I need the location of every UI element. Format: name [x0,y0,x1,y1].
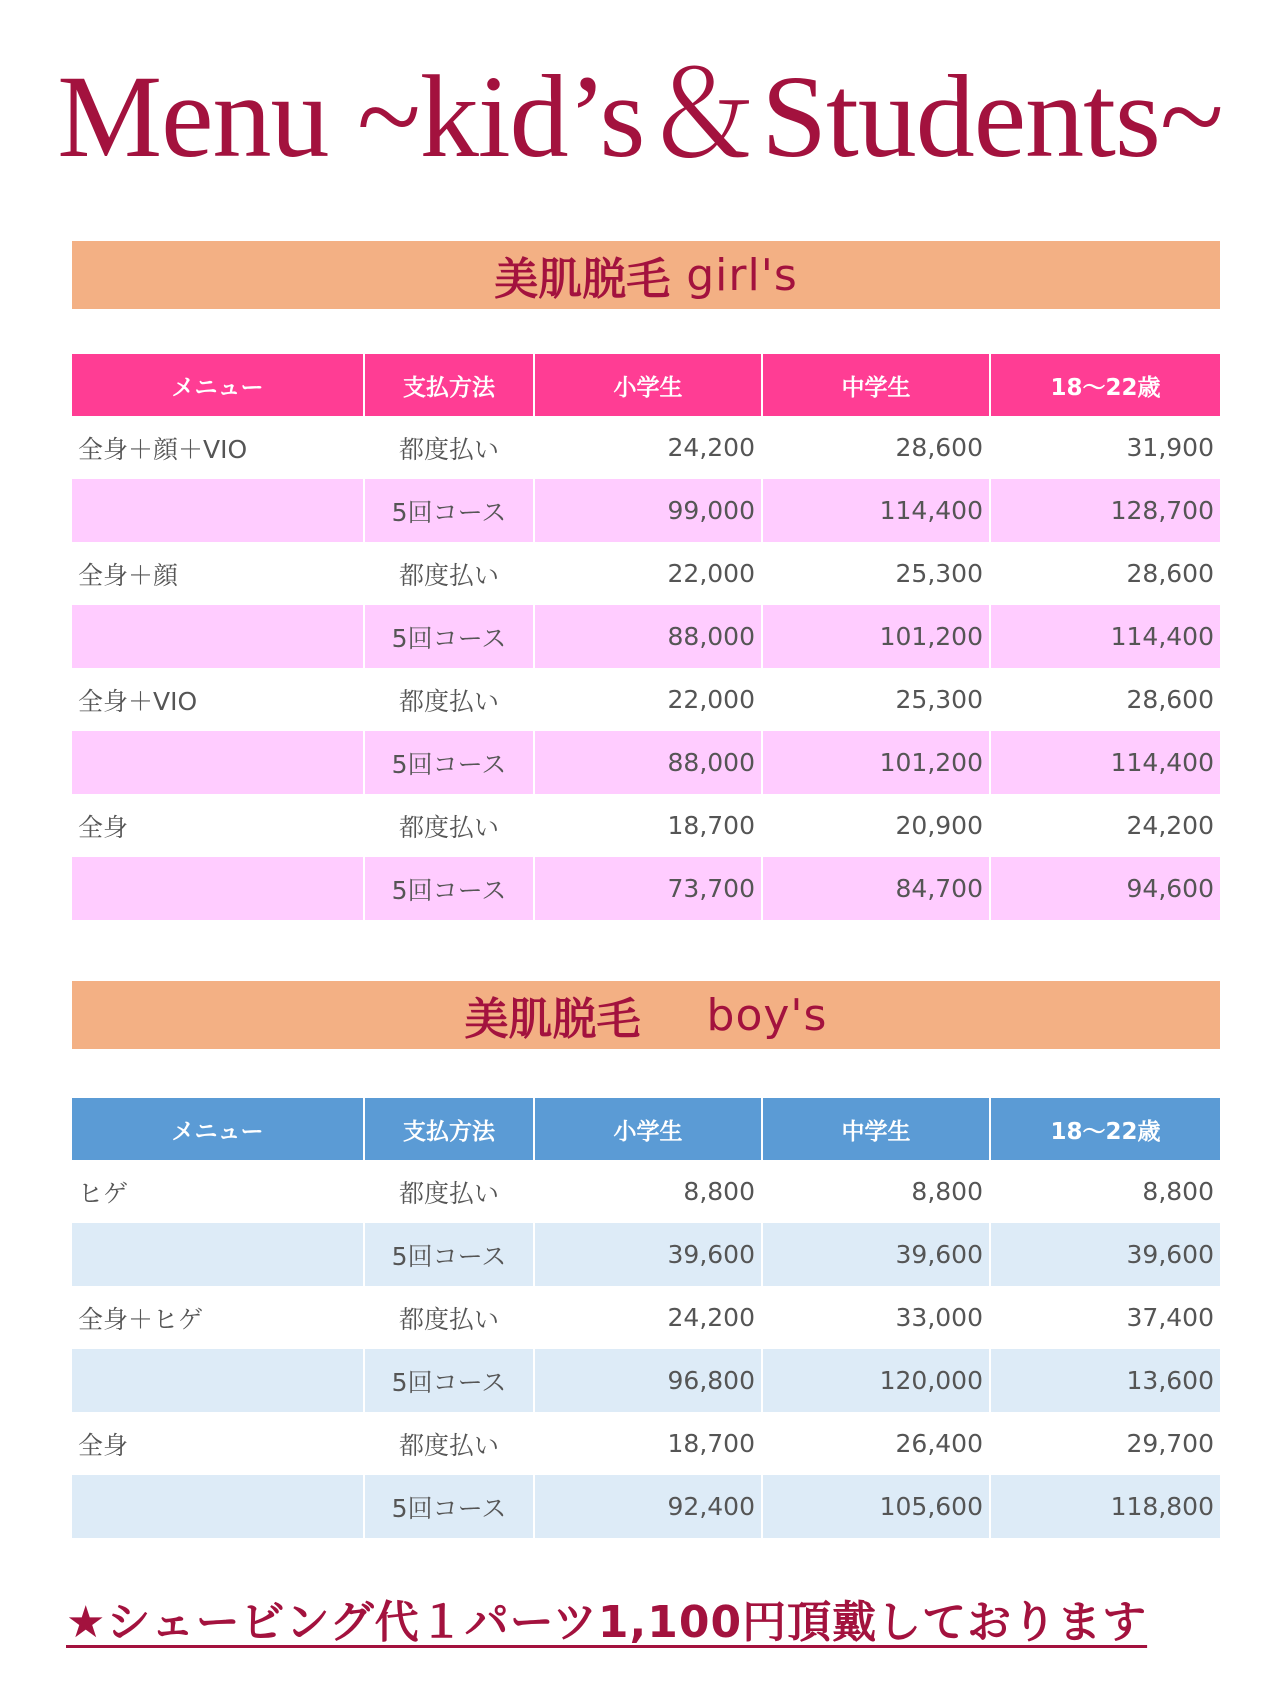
page-title: Menu ~kid’s＆Students~ [57,51,1223,182]
menu-cell [72,479,364,542]
table-row [72,479,1220,542]
column-header-elementary: 小学生 [534,354,762,416]
boys-heading-jp: 美肌脱毛 [464,994,641,1045]
price-cell: 18,700 [534,794,762,857]
column-header-middle-school: 中学生 [762,1098,990,1160]
menu-cell [72,1223,364,1286]
menu-cell: ヒゲ [78,1178,129,1208]
column-header-age-18-22: 18～22歳 [990,1098,1220,1160]
payment-cell: 都度払い [364,416,534,479]
table-row [72,1349,1220,1412]
table-row [72,542,1220,605]
girls-heading-jp: 美肌脱毛 [494,254,671,305]
price-cell: 25,300 [762,542,990,605]
price-cell: 31,900 [990,416,1220,479]
price-cell: 22,000 [534,668,762,731]
payment-cell: 都度払い [364,1286,534,1349]
boys-heading-en: boy's [706,989,828,1041]
table-row [72,1286,1220,1349]
table-row [72,1412,1220,1475]
menu-cell [72,1475,364,1538]
girls-section-heading [72,241,1220,309]
price-cell: 114,400 [990,605,1220,668]
price-cell: 8,800 [762,1160,990,1223]
price-cell: 99,000 [534,479,762,542]
price-cell: 28,600 [990,542,1220,605]
menu-cell: 全身 [78,812,129,842]
payment-cell: 5回コース [364,1349,534,1412]
price-cell: 101,200 [762,605,990,668]
payment-cell: 都度払い [364,1160,534,1223]
price-cell: 26,400 [762,1412,990,1475]
column-header-menu: メニュー [72,1098,364,1160]
price-cell: 94,600 [990,857,1220,920]
table-row [72,668,1220,731]
payment-cell: 都度払い [364,542,534,605]
price-cell: 39,600 [534,1223,762,1286]
table-row [72,857,1220,920]
menu-cell: 全身 [78,1430,129,1460]
table-row [72,605,1220,668]
menu-cell [72,1349,364,1412]
girls-heading-en: girl's [686,249,798,301]
price-cell: 28,600 [762,416,990,479]
payment-cell: 5回コース [364,857,534,920]
price-cell: 39,600 [990,1223,1220,1286]
price-cell: 8,800 [534,1160,762,1223]
shaving-fee-note: ★シェービング代１パーツ1,100円頂戴しております [66,1597,1148,1648]
payment-cell: 5回コース [364,1475,534,1538]
price-cell: 92,400 [534,1475,762,1538]
menu-cell: 全身＋ヒゲ [78,1304,204,1334]
price-cell: 24,200 [534,416,762,479]
price-cell: 88,000 [534,731,762,794]
table-row [72,794,1220,857]
column-header-menu: メニュー [72,354,364,416]
table-row [72,1475,1220,1538]
price-cell: 24,200 [990,794,1220,857]
price-cell: 101,200 [762,731,990,794]
price-cell: 84,700 [762,857,990,920]
payment-cell: 5回コース [364,605,534,668]
menu-cell [72,605,364,668]
column-header-middle-school: 中学生 [762,354,990,416]
table-row [72,1160,1220,1223]
price-cell: 25,300 [762,668,990,731]
price-cell: 114,400 [762,479,990,542]
column-header-age-18-22: 18～22歳 [990,354,1220,416]
price-cell: 29,700 [990,1412,1220,1475]
column-header-elementary: 小学生 [534,1098,762,1160]
price-cell: 88,000 [534,605,762,668]
price-cell: 96,800 [534,1349,762,1412]
price-cell: 20,900 [762,794,990,857]
girls-price-table [72,354,1220,920]
payment-cell: 5回コース [364,479,534,542]
column-header-payment: 支払方法 [364,354,534,416]
payment-cell: 5回コース [364,1223,534,1286]
price-cell: 8,800 [990,1160,1220,1223]
price-cell: 128,700 [990,479,1220,542]
table-row [72,731,1220,794]
table-row [72,416,1220,479]
price-cell: 114,400 [990,731,1220,794]
table-header-row [72,354,1220,416]
menu-cell: 全身＋顔 [78,560,179,590]
payment-cell: 都度払い [364,668,534,731]
price-cell: 39,600 [762,1223,990,1286]
menu-cell [72,857,364,920]
payment-cell: 都度払い [364,794,534,857]
menu-cell: 全身＋VIO [78,686,198,716]
price-cell: 33,000 [762,1286,990,1349]
price-cell: 18,700 [534,1412,762,1475]
price-cell: 120,000 [762,1349,990,1412]
price-cell: 22,000 [534,542,762,605]
price-cell: 73,700 [534,857,762,920]
price-cell: 13,600 [990,1349,1220,1412]
price-cell: 37,400 [990,1286,1220,1349]
menu-cell: 全身＋顔＋VIO [78,434,248,464]
menu-cell [72,731,364,794]
column-header-payment: 支払方法 [364,1098,534,1160]
price-cell: 118,800 [990,1475,1220,1538]
table-header-row [72,1098,1220,1160]
boys-price-table [72,1098,1220,1538]
payment-cell: 都度払い [364,1412,534,1475]
price-cell: 105,600 [762,1475,990,1538]
boys-section-heading [72,981,1220,1049]
price-cell: 28,600 [990,668,1220,731]
payment-cell: 5回コース [364,731,534,794]
price-cell: 24,200 [534,1286,762,1349]
table-row [72,1223,1220,1286]
